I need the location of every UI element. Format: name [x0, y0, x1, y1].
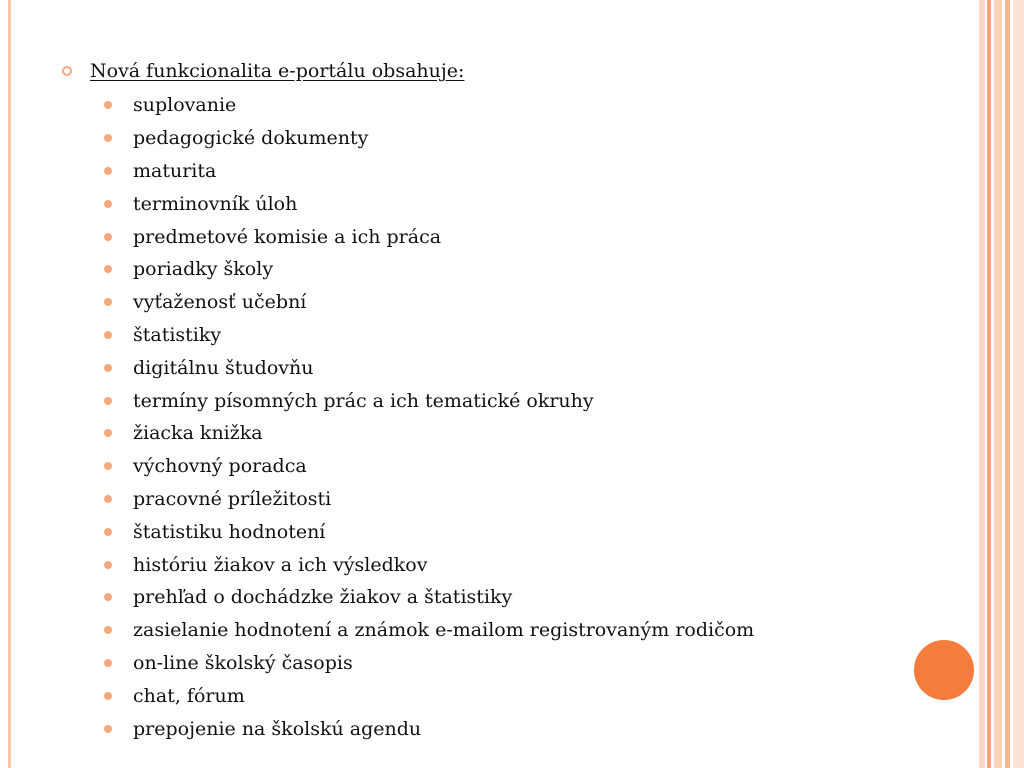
list-item-label: pedagogické dokumenty	[133, 127, 369, 150]
list-item-label: prepojenie na školskú agendu	[133, 717, 422, 740]
decorative-stripe	[979, 0, 985, 768]
list-item	[104, 122, 754, 155]
bullet-icon	[104, 429, 112, 437]
list-item-label: suplovanie	[133, 94, 237, 117]
list-item	[104, 253, 754, 286]
list-item	[104, 483, 754, 516]
bullet-icon	[104, 626, 112, 634]
bullet-icon	[104, 167, 112, 175]
list-item-label: výchovný poradca	[133, 455, 307, 478]
list-item-label: digitálnu študovňu	[133, 356, 314, 379]
list-item-label: termíny písomných prác a ich tematické okruhy	[133, 389, 594, 412]
list-item-label: terminovník úloh	[133, 192, 298, 215]
bullet-icon	[104, 233, 112, 241]
heading-row	[62, 60, 464, 82]
list-item-label: poriadky školy	[133, 258, 274, 281]
left-border-line	[8, 0, 11, 768]
bullet-icon	[104, 331, 112, 339]
list-item	[104, 220, 754, 253]
list-item-label: žiacka knižka	[133, 422, 263, 445]
bullet-icon	[104, 134, 112, 142]
list-item	[104, 351, 754, 384]
list-item-label: pracovné príležitosti	[133, 487, 332, 510]
decorative-circle	[914, 640, 974, 700]
bullet-icon	[104, 561, 112, 569]
list-item-label: štatistiky	[133, 323, 222, 346]
bullet-icon	[104, 397, 112, 405]
slide-heading: Nová funkcionalita e-portálu obsahuje:	[90, 60, 465, 82]
list-item-label: vyťaženosť učební	[133, 291, 307, 314]
bullet-icon	[104, 200, 112, 208]
list-item	[104, 581, 754, 614]
feature-list	[104, 89, 754, 745]
list-item	[104, 417, 754, 450]
bullet-icon	[104, 265, 112, 273]
bullet-icon	[104, 692, 112, 700]
bullet-icon	[104, 659, 112, 667]
list-item	[104, 187, 754, 220]
bullet-icon	[104, 364, 112, 372]
list-item	[104, 155, 754, 188]
list-item	[104, 647, 754, 680]
list-item	[104, 614, 754, 647]
list-item-label: prehľad o dochádzke žiakov a štatistiky	[133, 586, 513, 609]
list-item	[104, 450, 754, 483]
bullet-icon	[104, 528, 112, 536]
list-item	[104, 319, 754, 352]
list-item	[104, 515, 754, 548]
decorative-stripe	[1005, 0, 1010, 768]
list-item-label: históriu žiakov a ich výsledkov	[133, 553, 428, 576]
bullet-icon	[104, 101, 112, 109]
bullet-icon	[104, 462, 112, 470]
list-item	[104, 712, 754, 745]
bullet-icon	[104, 495, 112, 503]
list-item	[104, 679, 754, 712]
decorative-stripe	[1013, 0, 1024, 768]
list-item-label: maturita	[133, 159, 217, 182]
list-item-label: on-line školský časopis	[133, 651, 353, 674]
decorative-stripe	[987, 0, 991, 768]
bullet-icon	[104, 298, 112, 306]
bullet-icon	[104, 593, 112, 601]
list-item	[104, 89, 754, 122]
decorative-stripe	[994, 0, 1002, 768]
list-item-label: chat, fórum	[133, 684, 245, 707]
list-item	[104, 286, 754, 319]
list-item-label: zasielanie hodnotení a známok e-mailom registrovaným rodičom	[133, 619, 755, 642]
list-item	[104, 384, 754, 417]
list-item-label: štatistiku hodnotení	[133, 520, 326, 543]
list-item	[104, 548, 754, 581]
ring-bullet-icon	[62, 66, 72, 76]
list-item-label: predmetové komisie a ich práca	[133, 225, 442, 248]
bullet-icon	[104, 725, 112, 733]
